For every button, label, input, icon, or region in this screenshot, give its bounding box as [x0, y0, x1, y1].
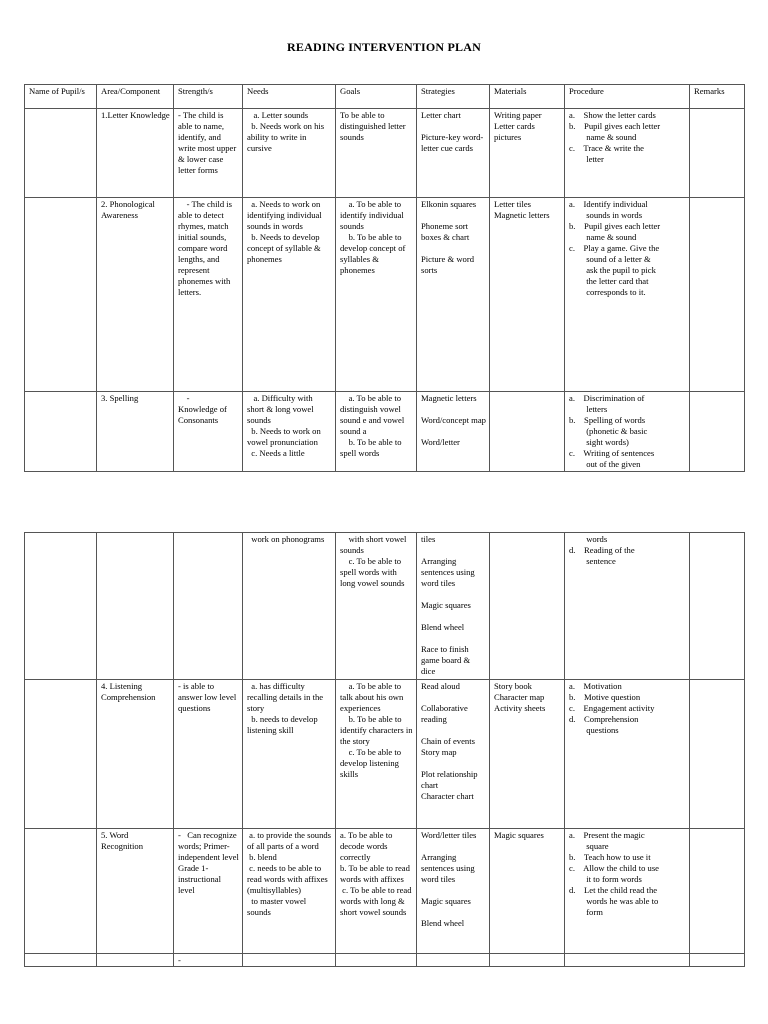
table-row: [25, 954, 745, 967]
goals-text: a. To be able to identify individual sounds b. To be able to develop concept of syllables & phonemes: [340, 199, 406, 275]
column-header: [243, 85, 336, 109]
line-gap: [421, 885, 486, 896]
area-component-cell: [97, 198, 174, 392]
procedure-cell: [565, 392, 690, 472]
line-gap: [421, 633, 486, 644]
materials-text: Story book Character map Activity sheets: [494, 681, 546, 713]
remarks-cell: [690, 680, 745, 829]
column-header-label: Goals: [340, 86, 361, 96]
area-component-text: 3. Spelling: [101, 393, 139, 403]
goals-cell: [336, 533, 417, 680]
strategy-item: Arranging sentences using word tiles: [421, 556, 477, 588]
needs-text: a. has difficulty recalling details in the story b. needs to develop listening skill: [247, 681, 324, 735]
goals-cell: [336, 392, 417, 472]
table-row: [25, 198, 745, 392]
table-row: [25, 533, 745, 680]
line-gap: [421, 210, 486, 221]
materials-text: Magic squares: [494, 830, 544, 840]
materials-text: Letter tiles Magnetic letters: [494, 199, 550, 220]
line-gap: [421, 692, 486, 703]
needs-text: a. to provide the sounds of all parts of a word b. blend c. needs to be able to read words with affixes (multisyllables) to master vowel sounds: [247, 830, 332, 917]
table-row: [25, 392, 745, 472]
goals-text: a. To be able to talk about his own experiences b. To be able to identify characters in the story c. To be able to develop listening skills: [340, 681, 413, 779]
column-header: [97, 85, 174, 109]
strategies-cell: [417, 392, 490, 472]
strategy-item: Magic squares: [421, 600, 471, 610]
area-component-cell: [97, 954, 174, 967]
strategy-item: Word/letter tiles: [421, 830, 477, 840]
strategy-item: Phoneme sort boxes & chart: [421, 221, 471, 242]
table-row: [25, 680, 745, 829]
goals-cell: [336, 680, 417, 829]
needs-cell: [243, 829, 336, 954]
remarks-cell: [690, 198, 745, 392]
needs-text: a. Needs to work on identifying individual sounds in words b. Needs to develop concept of syllable & phonemes: [247, 199, 322, 264]
column-header: [690, 85, 745, 109]
strengths-text: -: [178, 955, 181, 965]
strategy-item: Letter chart: [421, 110, 461, 120]
goals-text: with short vowel sounds c. To be able to spell words with long vowel sounds: [340, 534, 407, 588]
column-header-label: Materials: [494, 86, 527, 96]
needs-cell: [243, 954, 336, 967]
procedure-text: a. Motivation b. Motive question c. Engagement activity d. Comprehension questions: [569, 681, 655, 735]
intervention-table-page2: [24, 532, 745, 967]
strengths-cell: [174, 392, 243, 472]
area-component-cell: [97, 392, 174, 472]
strategies-cell: [417, 680, 490, 829]
procedure-text: a. Discrimination of letters b. Spelling of words (phonetic & basic sight words) c. Writing of sentences out of the given: [569, 393, 655, 469]
column-header: [336, 85, 417, 109]
line-gap: [421, 404, 486, 415]
line-gap: [421, 725, 486, 736]
document-title: READING INTERVENTION PLAN: [287, 40, 481, 54]
strengths-cell: [174, 533, 243, 680]
materials-cell: [490, 392, 565, 472]
line-gap: [421, 121, 486, 132]
strategy-item: Magnetic letters: [421, 393, 477, 403]
strategy-item: Blend wheel: [421, 918, 465, 928]
strengths-cell: [174, 680, 243, 829]
needs-text: a. Difficulty with short & long vowel sounds b. Needs to work on vowel pronunciation c. Needs a little: [247, 393, 321, 458]
pupil-name-cell: [25, 198, 97, 392]
area-component-text: 2. Phonological Awareness: [101, 199, 157, 220]
column-header: [25, 85, 97, 109]
materials-cell: [490, 680, 565, 829]
area-component-text: 5. Word Recognition: [101, 830, 144, 851]
goals-text: a. To be able to distinguish vowel sound e and vowel sound a b. To be able to spell words: [340, 393, 405, 458]
column-header: [174, 85, 243, 109]
goals-cell: [336, 109, 417, 198]
pupil-name-cell: [25, 680, 97, 829]
strengths-text: - is able to answer low level questions: [178, 681, 239, 713]
goals-cell: [336, 954, 417, 967]
strategies-cell: [417, 533, 490, 680]
materials-cell: [490, 829, 565, 954]
area-component-cell: [97, 109, 174, 198]
area-component-cell: [97, 533, 174, 680]
needs-cell: [243, 198, 336, 392]
strategies-cell: [417, 109, 490, 198]
line-gap: [421, 426, 486, 437]
needs-cell: [243, 392, 336, 472]
strategy-item: Word/letter: [421, 437, 460, 447]
strategy-item: Collaborative reading: [421, 703, 470, 724]
column-header-label: Procedure: [569, 86, 604, 96]
table-row: [25, 109, 745, 198]
strengths-text: - The child is able to detect rhymes, match initial sounds, compare word lengths, and represent phonemes with letters.: [178, 199, 235, 297]
procedure-cell: [565, 109, 690, 198]
column-header-label: Needs: [247, 86, 269, 96]
procedure-text: a. Identify individual sounds in words b. Pupil gives each letter name & sound c. Play a game. Give the sound of a letter & ask the pupil to pick the letter card that corresponds to it.: [569, 199, 661, 297]
pupil-name-cell: [25, 392, 97, 472]
strengths-text: - The child is able to name, identify, and write most upper & lower case letter forms: [178, 110, 239, 175]
column-header-label: Area/Component: [101, 86, 161, 96]
strengths-cell: [174, 829, 243, 954]
line-gap: [421, 243, 486, 254]
column-header-label: Strategies: [421, 86, 455, 96]
area-component-text: 1.Letter Knowledge: [101, 110, 170, 120]
strategy-item: Word/concept map: [421, 415, 486, 425]
remarks-cell: [690, 829, 745, 954]
remarks-cell: [690, 109, 745, 198]
strategy-item: Blend wheel: [421, 622, 465, 632]
needs-cell: [243, 533, 336, 680]
line-gap: [421, 611, 486, 622]
procedure-text: a. Show the letter cards b. Pupil gives each letter name & sound c. Trace & write the letter: [569, 110, 661, 164]
intervention-table-page1: [24, 84, 745, 472]
goals-text: a. To be able to decode words correctly b. To be able to read words with affixes c. To be able to read words with long & short vowel sounds: [340, 830, 412, 917]
goals-cell: [336, 829, 417, 954]
strategy-item: Chain of events Story map: [421, 736, 475, 757]
procedure-cell: [565, 954, 690, 967]
procedure-cell: [565, 680, 690, 829]
strategy-item: Plot relationship chart Character chart: [421, 769, 478, 801]
strategies-cell: [417, 829, 490, 954]
materials-text: Writing paper Letter cards pictures: [494, 110, 542, 142]
materials-cell: [490, 198, 565, 392]
procedure-cell: [565, 198, 690, 392]
procedure-cell: [565, 829, 690, 954]
materials-cell: [490, 533, 565, 680]
needs-cell: [243, 109, 336, 198]
strategy-item: Race to finish game board & dice: [421, 644, 473, 676]
needs-cell: [243, 680, 336, 829]
column-header-label: Name of Pupil/s: [29, 86, 85, 96]
column-header: [417, 85, 490, 109]
strengths-text: - Can recognize words; Primer-independent level Grade 1-instructional level: [178, 830, 239, 895]
line-gap: [421, 545, 486, 556]
goals-text: To be able to distinguished letter sounds: [340, 110, 408, 142]
needs-text: a. Letter sounds b. Needs work on his ability to write in cursive: [247, 110, 325, 153]
procedure-cell: [565, 533, 690, 680]
pupil-name-cell: [25, 109, 97, 198]
column-header-label: Strength/s: [178, 86, 213, 96]
strengths-text: - Knowledge of Consonants: [178, 393, 227, 425]
strategy-item: Picture & word sorts: [421, 254, 477, 275]
line-gap: [421, 907, 486, 918]
column-header: [490, 85, 565, 109]
remarks-cell: [690, 533, 745, 680]
line-gap: [421, 758, 486, 769]
strategy-item: tiles: [421, 534, 436, 544]
strategy-item: Magic squares: [421, 896, 471, 906]
strengths-cell: [174, 198, 243, 392]
strategy-item: Picture-key word- letter cue cards: [421, 132, 486, 153]
pupil-name-cell: [25, 533, 97, 680]
column-header-label: Remarks: [694, 86, 725, 96]
materials-cell: [490, 954, 565, 967]
column-header: [565, 85, 690, 109]
goals-cell: [336, 198, 417, 392]
line-gap: [421, 841, 486, 852]
strategy-item: Arranging sentences using word tiles: [421, 852, 477, 884]
procedure-text: words d. Reading of the sentence: [569, 534, 635, 566]
area-component-text: 4. Listening Comprehension: [101, 681, 156, 702]
table-row: [25, 829, 745, 954]
pupil-name-cell: [25, 954, 97, 967]
procedure-text: a. Present the magic square b. Teach how to use it c. Allow the child to use it to form words d. Let the child read the words he was able to form: [569, 830, 659, 917]
remarks-cell: [690, 392, 745, 472]
strategies-cell: [417, 954, 490, 967]
remarks-cell: [690, 954, 745, 967]
line-gap: [421, 589, 486, 600]
strategy-item: Read aloud: [421, 681, 460, 691]
area-component-cell: [97, 829, 174, 954]
needs-text: work on phonograms: [247, 534, 325, 544]
area-component-cell: [97, 680, 174, 829]
materials-cell: [490, 109, 565, 198]
strategy-item: Elkonin squares: [421, 199, 477, 209]
table-header-row: [25, 85, 745, 109]
strengths-cell: [174, 954, 243, 967]
pupil-name-cell: [25, 829, 97, 954]
strengths-cell: [174, 109, 243, 198]
strategies-cell: [417, 198, 490, 392]
